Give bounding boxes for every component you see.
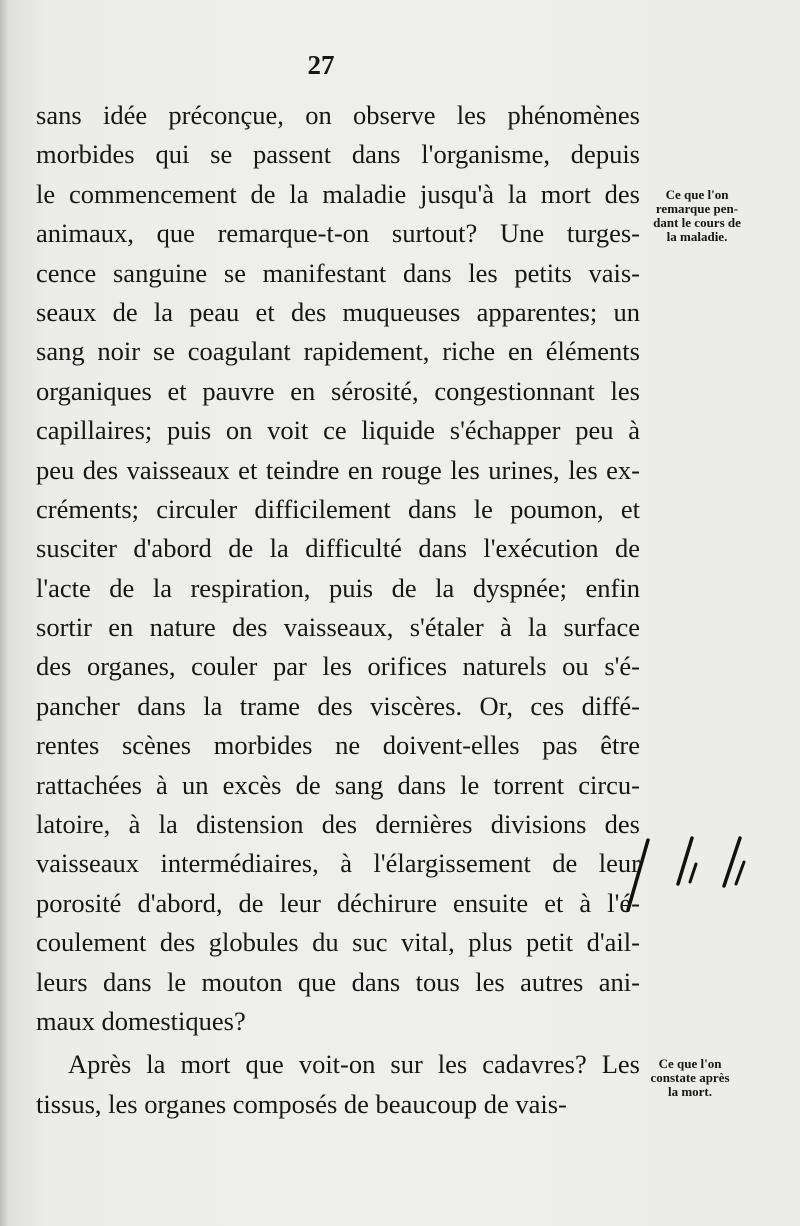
text-line: sang noir se coagulant rapidement, riche en éléments [36, 336, 640, 367]
text-line: seaux de la peau et des muqueuses apparentes; un [36, 296, 640, 327]
text-line: tissus, les organes composés de beaucoup de vais- [36, 1088, 567, 1119]
text-line: maux domestiques? [36, 1005, 246, 1036]
text-line: rentes scènes morbides ne doivent-elles pas être [36, 730, 640, 761]
text-line: capillaires; puis on voit ce liquide s'échapper peu à [36, 415, 640, 446]
text-line: pancher dans la trame des viscères. Or, ces diffé- [36, 690, 640, 721]
margin-note-line: la mort. [667, 1084, 713, 1099]
text-line: Après la mort que voit-on sur les cadavres? Les [68, 1049, 640, 1080]
handwritten-annotation [620, 828, 760, 918]
text-line: des organes, couler par les orifices naturels ou s'é- [36, 651, 640, 682]
text-line: vaisseaux intermédiaires, à l'élargissement de leur [36, 848, 640, 879]
text-line: sans idée préconçue, on observe les phénomènes [36, 100, 640, 130]
margin-note-after-death [635, 1057, 745, 1099]
body-text [36, 96, 640, 1124]
margin-note-line: Ce que l'on [665, 187, 729, 202]
text-line: cence sanguine se manifestant dans les petits vais- [36, 257, 640, 288]
text-line: créments; circuler difficilement dans le poumon, et [36, 493, 640, 524]
text-line: organiques et pauvre en sérosité, congestionnant les [36, 375, 640, 406]
binding-shadow [0, 0, 10, 1226]
text-line: coulement des globules du suc vital, plus petit d'ail- [36, 927, 640, 958]
text-line: animaux, que remarque-t-on surtout? Une turges- [36, 218, 640, 249]
text-line: rattachées à un excès de sang dans le torrent circu- [36, 769, 640, 800]
text-line: le commencement de la maladie jusqu'à la mort des [36, 178, 640, 209]
margin-note-line: constate après [650, 1070, 730, 1085]
text-line: peu des vaisseaux et teindre en rouge les urines, les ex- [36, 454, 640, 485]
text-line: morbides qui se passent dans l'organisme, depuis [36, 139, 640, 170]
text-line: latoire, à la distension des dernières divisions des [36, 809, 640, 840]
text-line: porosité d'abord, de leur déchirure ensuite et à l'é- [36, 887, 640, 918]
text-line: l'acte de la respiration, puis de la dyspnée; enfin [36, 572, 640, 603]
page-number: 27 [307, 50, 335, 80]
text-line: leurs dans le mouton que dans tous les autres ani- [36, 966, 640, 997]
margin-note-line: remarque pen- [655, 201, 739, 216]
text-line: sortir en nature des vaisseaux, s'étaler à la surface [36, 612, 640, 643]
margin-note-line: la maladie. [666, 229, 728, 244]
margin-note-line: Ce que l'on [658, 1056, 722, 1071]
margin-note-line: dant le cours de [653, 215, 741, 230]
margin-note-during-illness [642, 188, 752, 244]
text-line: susciter d'abord de la difficulté dans l'exécution de [36, 533, 640, 564]
